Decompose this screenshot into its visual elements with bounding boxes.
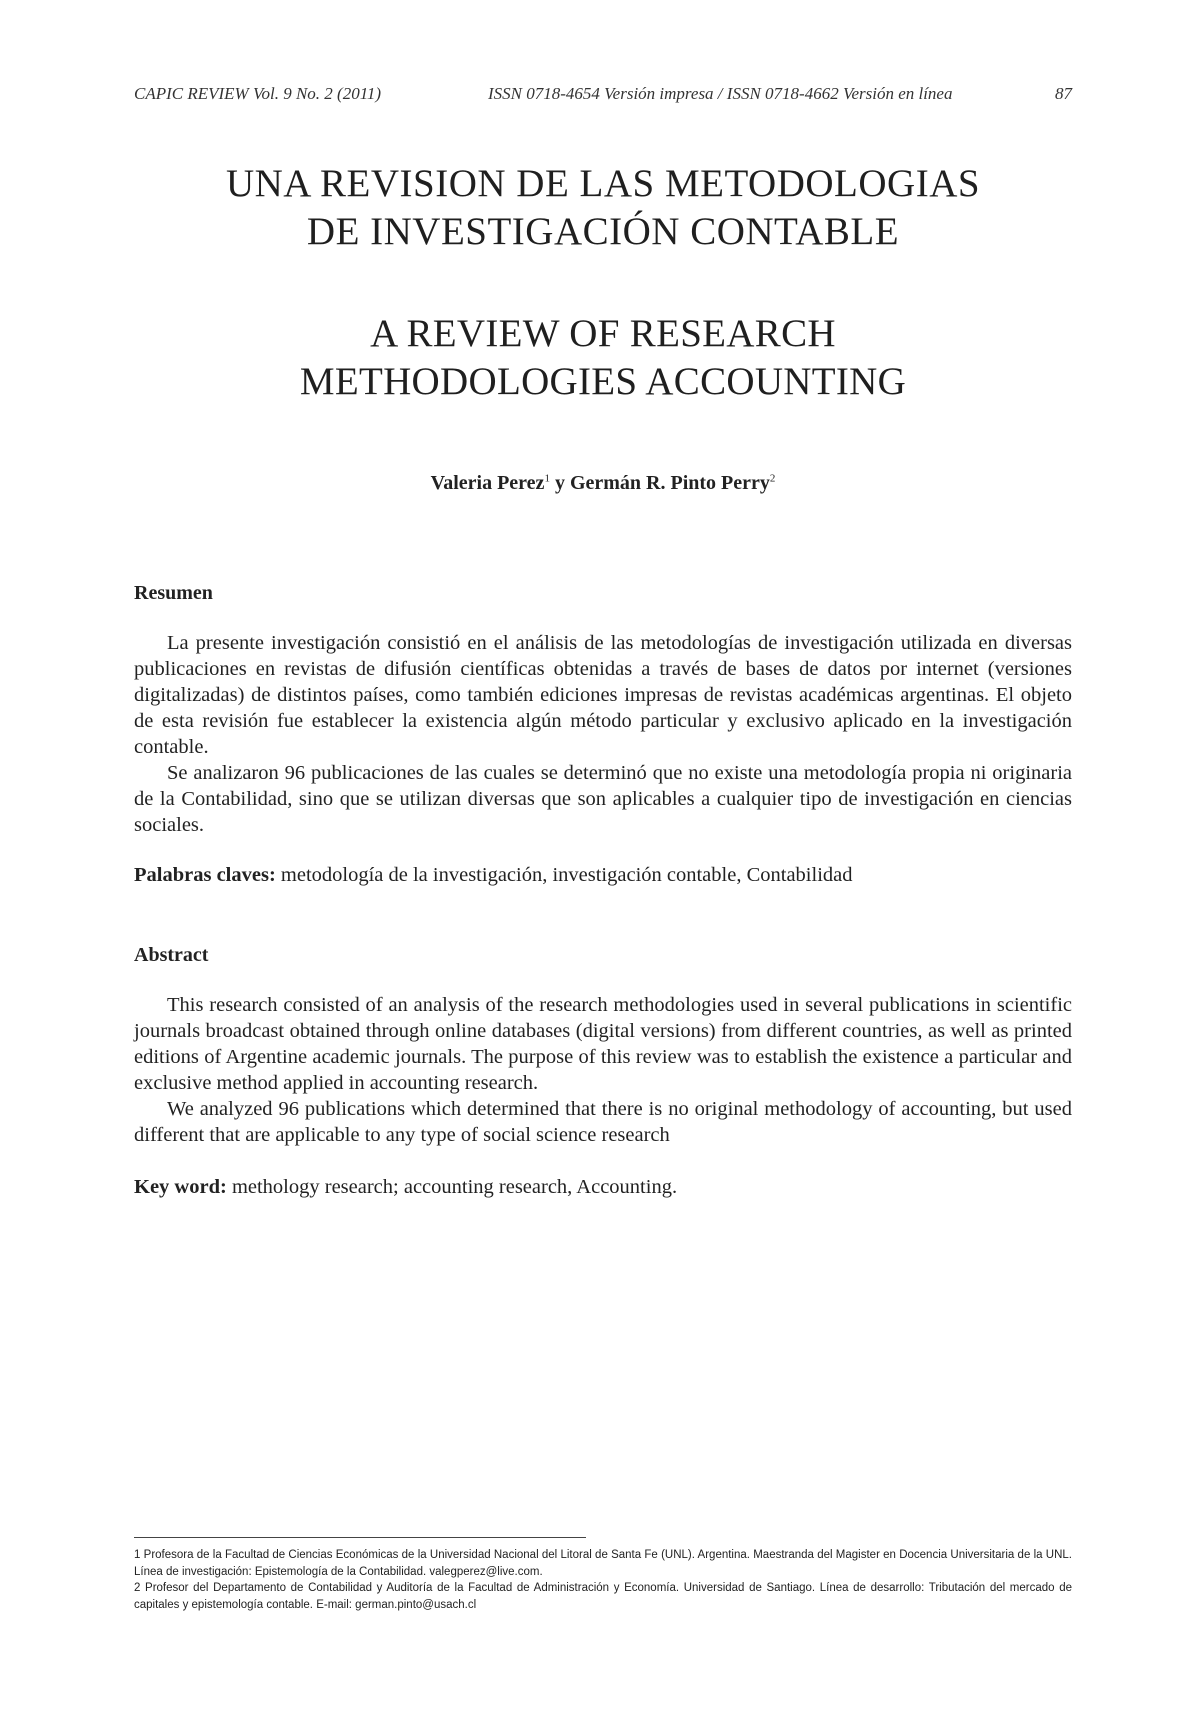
abstract-paragraph-2: We analyzed 96 publications which determined that there is no original methodology of accounting, but used different that are applicable to any type of social science research bbox=[134, 1098, 1072, 1146]
key-word-label: Key word: bbox=[134, 1176, 227, 1198]
page-number: 87 bbox=[1055, 84, 1072, 103]
resumen-body bbox=[134, 630, 1072, 838]
author-connector: y bbox=[549, 472, 570, 494]
palabras-claves bbox=[134, 864, 1072, 887]
palabras-claves-label: Palabras claves: bbox=[134, 864, 276, 886]
journal-citation: CAPIC REVIEW Vol. 9 No. 2 (2011) bbox=[134, 84, 382, 103]
issn-line: ISSN 0718-4654 Versión impresa / ISSN 0718-4662 Versión en línea bbox=[488, 84, 953, 103]
author-line bbox=[134, 472, 1072, 495]
title-english bbox=[134, 310, 1072, 406]
resumen-paragraph-1: La presente investigación consistió en el análisis de las metodologías de investigación utilizada en diversas publicaciones en revistas de difusión científicas obtenidas a través de bases de datos por internet (versiones digitalizadas) de distintos países, como también ediciones impresas de revistas académicas argentinas. El objeto de esta revisión fue establecer la existencia algún método particular y exclusivo aplicado en la investigación contable. bbox=[134, 632, 1072, 758]
author-1-footnote-mark: 1 bbox=[544, 472, 550, 485]
footnote-2: 2 Profesor del Departamento de Contabilidad y Auditoría de la Facultad de Administración y Economía. Universidad de Santiago. Línea de desarrollo: Tributación del mercado de capitales y epistemología contable. E-mail: german.pinto@usach.cl bbox=[134, 1582, 1072, 1611]
author-2-name: Germán R. Pinto Perry bbox=[569, 472, 770, 494]
footnotes bbox=[134, 1547, 1072, 1613]
resumen-paragraph-2: Se analizaron 96 publicaciones de las cuales se determinó que no existe una metodología propia ni originaria de la Contabilidad, sino que se utilizan diversas que son aplicables a cualquier tipo de investigación en ciencias sociales. bbox=[134, 762, 1072, 836]
running-header bbox=[134, 84, 1072, 108]
author-1-name: Valeria Perez bbox=[430, 472, 545, 494]
author-2-footnote-mark: 2 bbox=[769, 472, 776, 485]
title-spanish bbox=[134, 160, 1072, 256]
resumen-heading: Resumen bbox=[134, 582, 213, 604]
palabras-claves-text: metodología de la investigación, investigación contable, Contabilidad bbox=[275, 864, 853, 886]
footnote-divider bbox=[134, 1537, 586, 1538]
title-spanish-line-1: UNA REVISION DE LAS METODOLOGIAS bbox=[225, 162, 981, 205]
abstract-heading: Abstract bbox=[134, 944, 209, 966]
title-english-line-1: A REVIEW OF RESEARCH bbox=[370, 312, 836, 355]
footnote-1: 1 Profesora de la Facultad de Ciencias Económicas de la Universidad Nacional del Litoral de Santa Fe (UNL). Argentina. Maestranda del Magister en Docencia Universitaria de la UNL. Línea de investigación: Epistemología de la Contabilidad. valegperez@live.com. bbox=[134, 1549, 1072, 1578]
abstract-body bbox=[134, 992, 1072, 1148]
key-word-text: methology research; accounting research, Accounting. bbox=[226, 1176, 678, 1198]
key-word bbox=[134, 1176, 1072, 1199]
abstract-paragraph-1: This research consisted of an analysis of the research methodologies used in several publications in scientific journals broadcast obtained through online databases (digital versions) from different countries, as well as printed editions of Argentine academic journals. The purpose of this review was to establish the existence a particular and exclusive method applied in accounting research. bbox=[134, 994, 1072, 1094]
title-english-line-2: METHODOLOGIES ACCOUNTING bbox=[299, 360, 907, 403]
title-spanish-line-2: DE INVESTIGACIÓN CONTABLE bbox=[306, 210, 900, 253]
